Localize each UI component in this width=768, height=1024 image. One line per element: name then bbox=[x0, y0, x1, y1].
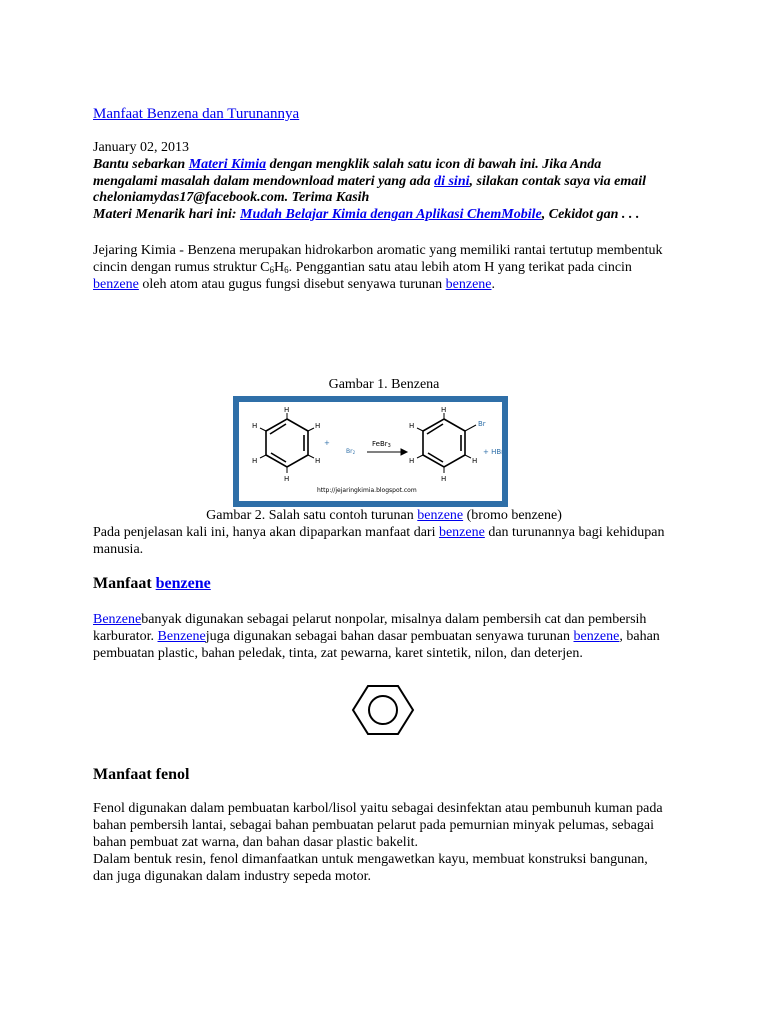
byproduct-label: + HBr bbox=[483, 448, 502, 456]
intro-text-3: , silakan contak saya via email cheloniamydas17@facebook.com. Terima Kasih bbox=[93, 173, 647, 205]
intro-text-2: dengan mengklik salah satu icon di bawah ini. Jika Anda mengalami masalah dalam mendownload materi yang ada bbox=[93, 157, 602, 189]
h-label: H bbox=[252, 422, 258, 430]
plus-sign: + bbox=[324, 439, 330, 447]
para3-text-2: juga digunakan sebagai bahan dasar pembuatan senyawa turunan bbox=[205, 629, 574, 644]
para1-text-4: oleh atom atau gugus fungsi disebut senyawa turunan bbox=[138, 277, 446, 292]
caption-text-1: Gambar 2. Salah satu contoh turunan bbox=[206, 508, 418, 523]
watermark-url: http://jejaringkimia.blogspot.com bbox=[317, 487, 417, 494]
heading-text: Manfaat bbox=[93, 575, 156, 592]
intro-text-1: Bantu sebarkan bbox=[93, 157, 189, 172]
benzene-link[interactable]: benzene bbox=[438, 525, 485, 540]
figure1-caption: Gambar 1. Benzena bbox=[328, 377, 440, 392]
benzene-heading-link[interactable]: benzene bbox=[155, 575, 211, 592]
benzene-link[interactable]: benzene bbox=[573, 629, 620, 644]
explanation-paragraph bbox=[93, 524, 668, 558]
benzene-link[interactable]: Benzene bbox=[157, 629, 206, 644]
section-heading-fenol: Manfaat fenol bbox=[93, 766, 190, 783]
para1-text-3: . Penggantian satu atau lebih atom H yang terikat pada cincin bbox=[288, 260, 632, 275]
benzene-structure bbox=[260, 413, 314, 473]
reaction-figure bbox=[233, 396, 508, 507]
benzene-ring-icon bbox=[350, 684, 416, 736]
para1-text-2: H bbox=[274, 260, 285, 275]
article-title[interactable]: Manfaat Benzena dan Turunannya bbox=[93, 106, 300, 122]
bromine-label: Br bbox=[478, 420, 486, 428]
h-label: H bbox=[441, 475, 447, 483]
para3-text-3: , bahan pembuatan plastic, bahan peledak, tinta, zat pewarna, karet sintetik, nilon, dan deterjen. bbox=[93, 629, 660, 661]
h-label: H bbox=[315, 457, 321, 465]
para1-text-5: . bbox=[491, 277, 495, 292]
fenol-text-2: Dalam bentuk resin, fenol dimanfaatkan untuk mengawetkan kayu, membuat konstruksi bangunan, dan juga digunakan dalam industry sepeda motor. bbox=[93, 852, 648, 884]
para2-text-2: dan turunannya bagi kehidupan manusia. bbox=[93, 525, 665, 557]
caption-text-2: (bromo benzene) bbox=[463, 508, 562, 523]
h-label: H bbox=[284, 406, 290, 414]
benzene-link[interactable]: benzene bbox=[445, 277, 492, 292]
bromobenzene-structure bbox=[417, 413, 476, 473]
reagent-label: Br2 bbox=[346, 448, 356, 455]
intro-text-4: Materi Menarik hari ini: bbox=[93, 206, 241, 222]
para3-text-1: banyak digunakan sebagai pelarut nonpolar, misalnya dalam pembersih cat dan pembersih karburator. bbox=[93, 612, 647, 644]
para1-sub-1: 6 bbox=[269, 265, 275, 275]
chemmobile-link[interactable]: Mudah Belajar Kimia dengan Aplikasi ChemMobile bbox=[240, 206, 542, 222]
fenol-uses-paragraph bbox=[93, 800, 668, 885]
h-label: H bbox=[315, 422, 321, 430]
di-sini-link[interactable]: di sini bbox=[434, 173, 470, 189]
benzene-link[interactable]: benzene bbox=[93, 277, 139, 292]
para1-sub-2: 6 bbox=[284, 265, 289, 275]
benzene-link[interactable]: Benzene bbox=[93, 612, 142, 627]
para2-text-1: Pada penjelasan kali ini, hanya akan dipaparkan manfaat dari bbox=[93, 525, 439, 540]
h-label: H bbox=[472, 457, 478, 465]
reaction-arrow-icon bbox=[367, 449, 407, 455]
materi-kimia-link[interactable]: Materi Kimia bbox=[188, 157, 267, 172]
h-label: H bbox=[284, 475, 290, 483]
intro-text-5: , Cekidot gan . . . bbox=[541, 206, 640, 222]
h-label: H bbox=[409, 457, 415, 465]
figure2-caption bbox=[0, 508, 768, 524]
intro-paragraph bbox=[93, 242, 668, 293]
para1-text-1: Jejaring Kimia - Benzena merupakan hidrokarbon aromatic yang memiliki rantai tertutup membentuk cincin dengan rumus struktur C bbox=[93, 243, 663, 275]
post-date: January 02, 2013 bbox=[93, 140, 190, 155]
intro-note bbox=[93, 157, 663, 223]
h-label: H bbox=[441, 406, 447, 414]
benzene-uses-paragraph bbox=[93, 611, 668, 662]
benzene-link[interactable]: benzene bbox=[417, 508, 464, 523]
h-label: H bbox=[409, 422, 415, 430]
catalyst-label: FeBr3 bbox=[372, 440, 391, 449]
section-heading-benzene bbox=[93, 575, 211, 593]
fenol-text-1: Fenol digunakan dalam pembuatan karbol/lisol yaitu sebagai desinfektan atau pembunuh kuman pada bahan pembersih lantai, sebagai bahan pembuatan pelarut pada pemurnian minyak pelumas, sebagai bahan pembuat zat warna, dan bahan dasar plastic bakelit. bbox=[93, 801, 663, 850]
bromination-reaction-diagram bbox=[239, 402, 502, 501]
h-label: H bbox=[252, 457, 258, 465]
